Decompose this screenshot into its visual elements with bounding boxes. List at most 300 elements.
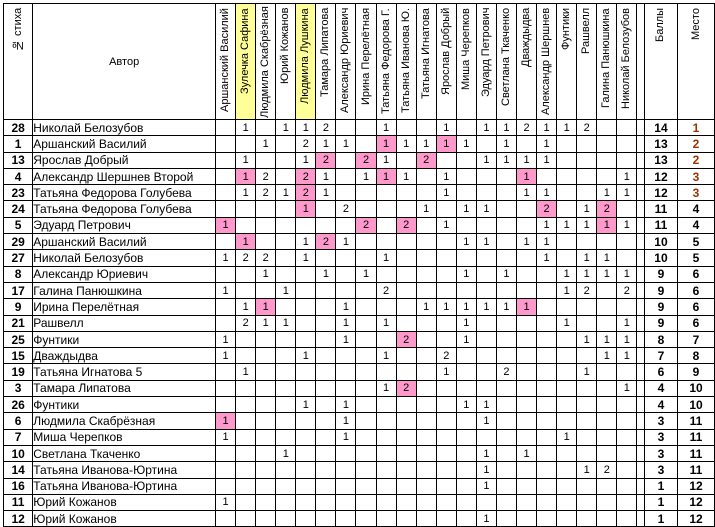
place: 12 bbox=[678, 478, 715, 494]
table-row bbox=[4, 299, 715, 315]
author-name: Тамара Липатова bbox=[33, 380, 216, 396]
score-cell bbox=[436, 266, 456, 282]
score-cell bbox=[436, 250, 456, 266]
score-cell: 2 bbox=[416, 152, 436, 168]
score-cell bbox=[356, 315, 376, 331]
score-cell bbox=[356, 462, 376, 478]
total-score: 3 bbox=[644, 462, 677, 478]
header-row bbox=[4, 4, 715, 120]
score-cell bbox=[296, 266, 316, 282]
score-cell bbox=[496, 185, 516, 201]
poem-number: 28 bbox=[4, 120, 33, 136]
judge-name: Николай Белозубов bbox=[620, 7, 633, 109]
score-cell: 2 bbox=[496, 364, 516, 380]
score-cell bbox=[236, 201, 256, 217]
score-cell bbox=[597, 282, 617, 298]
spacer-cell bbox=[637, 445, 645, 461]
score-cell bbox=[577, 429, 597, 445]
score-cell: 1 bbox=[276, 185, 296, 201]
place: 7 bbox=[678, 331, 715, 347]
total-score: 12 bbox=[644, 168, 677, 184]
score-cell bbox=[416, 315, 436, 331]
score-cell bbox=[296, 429, 316, 445]
judge-header bbox=[436, 4, 456, 120]
score-cell bbox=[537, 348, 557, 364]
score-cell bbox=[316, 494, 336, 510]
score-cell: 2 bbox=[236, 315, 256, 331]
score-cell: 1 bbox=[396, 168, 416, 184]
table-row bbox=[4, 494, 715, 510]
score-cell bbox=[396, 315, 416, 331]
score-cell bbox=[456, 494, 476, 510]
score-cell bbox=[296, 413, 316, 429]
author-name: Татьяна Иванова-Юртина bbox=[33, 462, 216, 478]
score-cell bbox=[316, 217, 336, 233]
score-cell bbox=[436, 380, 456, 396]
score-cell: 1 bbox=[496, 152, 516, 168]
score-cell: 1 bbox=[256, 299, 276, 315]
score-cell bbox=[336, 445, 356, 461]
poem-number: 24 bbox=[4, 201, 33, 217]
score-cell: 1 bbox=[577, 250, 597, 266]
score-cell: 1 bbox=[476, 511, 496, 527]
score-cell bbox=[516, 282, 536, 298]
score-cell bbox=[597, 152, 617, 168]
judge-header bbox=[316, 4, 336, 120]
score-cell bbox=[557, 250, 577, 266]
score-cell bbox=[416, 413, 436, 429]
score-cell bbox=[356, 282, 376, 298]
score-cell: 1 bbox=[537, 152, 557, 168]
score-cell bbox=[276, 201, 296, 217]
spacer-cell bbox=[637, 413, 645, 429]
score-cell: 1 bbox=[216, 331, 236, 347]
score-cell bbox=[276, 168, 296, 184]
score-cell: 1 bbox=[436, 217, 456, 233]
table-row bbox=[4, 152, 715, 168]
score-cell bbox=[597, 364, 617, 380]
score-cell bbox=[436, 201, 456, 217]
spacer-cell bbox=[637, 136, 645, 152]
score-cell bbox=[617, 445, 637, 461]
score-cell bbox=[416, 462, 436, 478]
judge-header bbox=[236, 4, 256, 120]
score-cell bbox=[216, 445, 236, 461]
score-cell: 1 bbox=[617, 315, 637, 331]
score-cell bbox=[376, 462, 396, 478]
score-cell bbox=[516, 348, 536, 364]
score-cell bbox=[537, 494, 557, 510]
poem-number: 23 bbox=[4, 185, 33, 201]
score-cell: 1 bbox=[216, 282, 236, 298]
table-row bbox=[4, 348, 715, 364]
judge-name: Ярослав Добрый bbox=[439, 7, 452, 95]
score-cell bbox=[416, 429, 436, 445]
score-cell bbox=[436, 462, 456, 478]
total-score: 13 bbox=[644, 136, 677, 152]
score-cell bbox=[577, 168, 597, 184]
score-cell bbox=[316, 445, 336, 461]
score-cell: 1 bbox=[376, 348, 396, 364]
score-cell bbox=[557, 397, 577, 413]
score-cell bbox=[496, 250, 516, 266]
score-cell bbox=[496, 234, 516, 250]
score-cell: 1 bbox=[236, 168, 256, 184]
spacer-cell bbox=[637, 282, 645, 298]
score-cell bbox=[276, 413, 296, 429]
poem-number: 14 bbox=[4, 462, 33, 478]
author-name: Ирина Перелётная bbox=[33, 299, 216, 315]
author-name: Миша Черепков bbox=[33, 429, 216, 445]
score-cell bbox=[236, 478, 256, 494]
score-cell bbox=[236, 331, 256, 347]
score-cell: 1 bbox=[456, 331, 476, 347]
score-cell bbox=[376, 331, 396, 347]
author-name: Светлана Ткаченко bbox=[33, 445, 216, 461]
author-name: Татьяна Федорова Голубева bbox=[33, 185, 216, 201]
total-score: 1 bbox=[644, 494, 677, 510]
score-cell: 2 bbox=[597, 201, 617, 217]
score-cell: 1 bbox=[516, 168, 536, 184]
score-cell: 1 bbox=[516, 299, 536, 315]
table-row bbox=[4, 429, 715, 445]
score-cell bbox=[376, 397, 396, 413]
score-cell bbox=[256, 429, 276, 445]
score-cell: 2 bbox=[617, 282, 637, 298]
score-cell bbox=[496, 380, 516, 396]
score-cell bbox=[577, 348, 597, 364]
score-cell: 1 bbox=[557, 266, 577, 282]
score-cell bbox=[296, 331, 316, 347]
score-cell bbox=[557, 380, 577, 396]
score-cell: 1 bbox=[436, 364, 456, 380]
judge-name: Александр Юриевич bbox=[339, 7, 352, 113]
score-cell bbox=[376, 494, 396, 510]
score-cell bbox=[436, 429, 456, 445]
score-cell bbox=[537, 397, 557, 413]
score-cell: 1 bbox=[376, 120, 396, 136]
score-cell bbox=[557, 364, 577, 380]
judge-name: Татьяна Игнатова bbox=[419, 7, 432, 99]
place: 6 bbox=[678, 315, 715, 331]
score-cell bbox=[597, 478, 617, 494]
score-cell bbox=[236, 429, 256, 445]
score-cell: 1 bbox=[336, 413, 356, 429]
score-cell: 1 bbox=[617, 331, 637, 347]
author-name: Фунтики bbox=[33, 331, 216, 347]
score-cell bbox=[557, 348, 577, 364]
score-cell bbox=[356, 234, 376, 250]
judge-name: Зулечка Сафина bbox=[239, 7, 252, 94]
score-cell bbox=[537, 315, 557, 331]
score-cell: 1 bbox=[216, 348, 236, 364]
spacer-cell bbox=[637, 429, 645, 445]
score-cell bbox=[557, 152, 577, 168]
score-cell: 1 bbox=[356, 168, 376, 184]
poem-number: 26 bbox=[4, 397, 33, 413]
score-cell bbox=[216, 185, 236, 201]
judge-name: Аршанский Василий bbox=[219, 7, 232, 112]
judge-header bbox=[476, 4, 496, 120]
total-score: 12 bbox=[644, 185, 677, 201]
score-cell: 1 bbox=[456, 266, 476, 282]
score-cell bbox=[356, 478, 376, 494]
score-cell bbox=[416, 348, 436, 364]
score-cell bbox=[436, 478, 456, 494]
score-cell bbox=[316, 364, 336, 380]
score-cell bbox=[276, 217, 296, 233]
score-cell bbox=[476, 282, 496, 298]
score-cell bbox=[376, 299, 396, 315]
score-cell bbox=[296, 217, 316, 233]
score-cell bbox=[296, 445, 316, 461]
score-cell bbox=[396, 120, 416, 136]
judge-header bbox=[376, 4, 396, 120]
judge-header bbox=[496, 4, 516, 120]
score-cell bbox=[597, 397, 617, 413]
score-cell: 1 bbox=[216, 413, 236, 429]
score-cell bbox=[256, 494, 276, 510]
score-cell bbox=[356, 299, 376, 315]
score-cell: 1 bbox=[577, 331, 597, 347]
score-cell bbox=[276, 136, 296, 152]
score-cell bbox=[617, 120, 637, 136]
score-cell bbox=[276, 429, 296, 445]
score-cell bbox=[276, 478, 296, 494]
poem-number: 15 bbox=[4, 348, 33, 364]
total-score: 14 bbox=[644, 120, 677, 136]
score-cell bbox=[597, 120, 617, 136]
score-cell: 1 bbox=[597, 331, 617, 347]
score-cell bbox=[557, 478, 577, 494]
score-cell bbox=[296, 478, 316, 494]
table-row bbox=[4, 413, 715, 429]
score-cell bbox=[256, 397, 276, 413]
author-name: Людмила Скабрёзная bbox=[33, 413, 216, 429]
total-score: 9 bbox=[644, 266, 677, 282]
score-cell bbox=[376, 478, 396, 494]
score-cell bbox=[236, 397, 256, 413]
judge-header bbox=[617, 4, 637, 120]
score-cell: 1 bbox=[216, 250, 236, 266]
score-cell bbox=[336, 478, 356, 494]
score-cell bbox=[516, 494, 536, 510]
score-cell bbox=[256, 380, 276, 396]
score-cell: 1 bbox=[236, 234, 256, 250]
score-cell: 2 bbox=[577, 120, 597, 136]
score-cell bbox=[496, 217, 516, 233]
score-cell bbox=[456, 413, 476, 429]
score-cell bbox=[336, 348, 356, 364]
score-cell: 2 bbox=[316, 234, 336, 250]
score-cell bbox=[256, 331, 276, 347]
score-cell bbox=[316, 380, 336, 396]
spacer-cell bbox=[637, 120, 645, 136]
score-cell bbox=[416, 478, 436, 494]
score-cell bbox=[236, 445, 256, 461]
score-cell bbox=[476, 266, 496, 282]
score-cell bbox=[456, 217, 476, 233]
score-cell bbox=[396, 462, 416, 478]
place: 2 bbox=[678, 152, 715, 168]
judge-header bbox=[336, 4, 356, 120]
score-cell: 2 bbox=[336, 201, 356, 217]
score-cell bbox=[476, 168, 496, 184]
score-cell bbox=[336, 282, 356, 298]
score-cell bbox=[296, 315, 316, 331]
author-name: Аршанский Василий bbox=[33, 234, 216, 250]
score-cell bbox=[276, 331, 296, 347]
score-cell bbox=[577, 380, 597, 396]
place: 8 bbox=[678, 348, 715, 364]
score-cell: 1 bbox=[436, 299, 456, 315]
poem-number: 6 bbox=[4, 413, 33, 429]
score-cell bbox=[396, 152, 416, 168]
score-cell bbox=[456, 152, 476, 168]
score-cell bbox=[316, 315, 336, 331]
score-cell bbox=[276, 250, 296, 266]
judge-header bbox=[256, 4, 276, 120]
judge-header bbox=[216, 4, 236, 120]
score-cell: 1 bbox=[336, 397, 356, 413]
judge-header bbox=[416, 4, 436, 120]
score-cell: 1 bbox=[296, 120, 316, 136]
score-cell bbox=[416, 120, 436, 136]
score-cell bbox=[617, 429, 637, 445]
score-cell: 2 bbox=[436, 348, 456, 364]
score-cell: 1 bbox=[456, 136, 476, 152]
judge-name: Галина Панюшкина bbox=[600, 7, 613, 108]
place: 3 bbox=[678, 168, 715, 184]
score-cell: 2 bbox=[577, 282, 597, 298]
score-cell: 1 bbox=[436, 120, 456, 136]
score-cell bbox=[216, 299, 236, 315]
total-score: 11 bbox=[644, 201, 677, 217]
score-cell bbox=[496, 413, 516, 429]
score-cell: 1 bbox=[236, 120, 256, 136]
score-cell bbox=[396, 413, 416, 429]
spacer-cell bbox=[637, 478, 645, 494]
score-cell bbox=[216, 462, 236, 478]
judge-header bbox=[276, 4, 296, 120]
score-cell bbox=[256, 120, 276, 136]
score-cell: 2 bbox=[356, 152, 376, 168]
score-cell bbox=[537, 478, 557, 494]
spacer-cell bbox=[637, 217, 645, 233]
score-cell: 1 bbox=[617, 168, 637, 184]
spacer-cell bbox=[637, 348, 645, 364]
score-cell bbox=[236, 380, 256, 396]
place: 10 bbox=[678, 397, 715, 413]
score-cell bbox=[316, 429, 336, 445]
author-name: Ярослав Добрый bbox=[33, 152, 216, 168]
score-cell bbox=[577, 315, 597, 331]
score-cell bbox=[476, 136, 496, 152]
author-name: Татьяна Иванова-Юртина bbox=[33, 478, 216, 494]
score-cell: 1 bbox=[336, 315, 356, 331]
spacer-cell bbox=[637, 152, 645, 168]
total-score: 4 bbox=[644, 380, 677, 396]
score-cell: 1 bbox=[516, 152, 536, 168]
header-author: Автор bbox=[33, 4, 216, 120]
score-cell bbox=[276, 462, 296, 478]
place: 11 bbox=[678, 462, 715, 478]
score-cell: 1 bbox=[236, 299, 256, 315]
spacer-cell bbox=[637, 364, 645, 380]
score-cell bbox=[516, 478, 536, 494]
score-cell bbox=[396, 348, 416, 364]
score-cell bbox=[557, 185, 577, 201]
score-cell bbox=[376, 266, 396, 282]
score-cell: 1 bbox=[617, 348, 637, 364]
score-cell bbox=[356, 380, 376, 396]
author-name: Николай Белозубов bbox=[33, 250, 216, 266]
score-cell: 1 bbox=[476, 201, 496, 217]
score-cell: 1 bbox=[456, 315, 476, 331]
score-cell bbox=[236, 348, 256, 364]
score-cell bbox=[516, 217, 536, 233]
score-cell bbox=[537, 429, 557, 445]
place: 5 bbox=[678, 250, 715, 266]
score-cell: 1 bbox=[236, 364, 256, 380]
score-cell bbox=[476, 364, 496, 380]
score-cell bbox=[617, 250, 637, 266]
score-cell bbox=[416, 266, 436, 282]
score-cell bbox=[256, 364, 276, 380]
score-cell: 2 bbox=[356, 217, 376, 233]
judge-name: Людмила Скабрёзная bbox=[259, 5, 272, 118]
score-cell bbox=[577, 136, 597, 152]
total-score: 6 bbox=[644, 364, 677, 380]
poem-number: 10 bbox=[4, 445, 33, 461]
author-name: Аршанский Василий bbox=[33, 136, 216, 152]
score-cell bbox=[537, 266, 557, 282]
score-cell bbox=[216, 120, 236, 136]
score-cell bbox=[557, 168, 577, 184]
score-cell: 1 bbox=[376, 152, 396, 168]
score-cell bbox=[436, 397, 456, 413]
table-row bbox=[4, 462, 715, 478]
score-cell bbox=[496, 315, 516, 331]
score-cell bbox=[557, 445, 577, 461]
score-cell: 1 bbox=[557, 282, 577, 298]
score-cell bbox=[376, 445, 396, 461]
score-cell bbox=[496, 331, 516, 347]
score-cell: 1 bbox=[276, 445, 296, 461]
score-cell bbox=[516, 136, 536, 152]
score-cell: 1 bbox=[617, 185, 637, 201]
author-name: Татьяна Игнатова 5 bbox=[33, 364, 216, 380]
score-cell bbox=[376, 201, 396, 217]
score-cell bbox=[216, 315, 236, 331]
spacer-cell bbox=[637, 185, 645, 201]
place: 6 bbox=[678, 266, 715, 282]
score-cell bbox=[617, 494, 637, 510]
score-cell: 1 bbox=[617, 380, 637, 396]
table-row bbox=[4, 168, 715, 184]
score-cell: 1 bbox=[557, 429, 577, 445]
spacer-cell bbox=[637, 201, 645, 217]
judge-header bbox=[537, 4, 557, 120]
score-cell bbox=[456, 168, 476, 184]
score-cell: 1 bbox=[516, 185, 536, 201]
place: 11 bbox=[678, 429, 715, 445]
table-row bbox=[4, 397, 715, 413]
score-cell bbox=[256, 348, 276, 364]
score-cell: 1 bbox=[577, 364, 597, 380]
score-cell bbox=[276, 397, 296, 413]
score-cell bbox=[276, 380, 296, 396]
